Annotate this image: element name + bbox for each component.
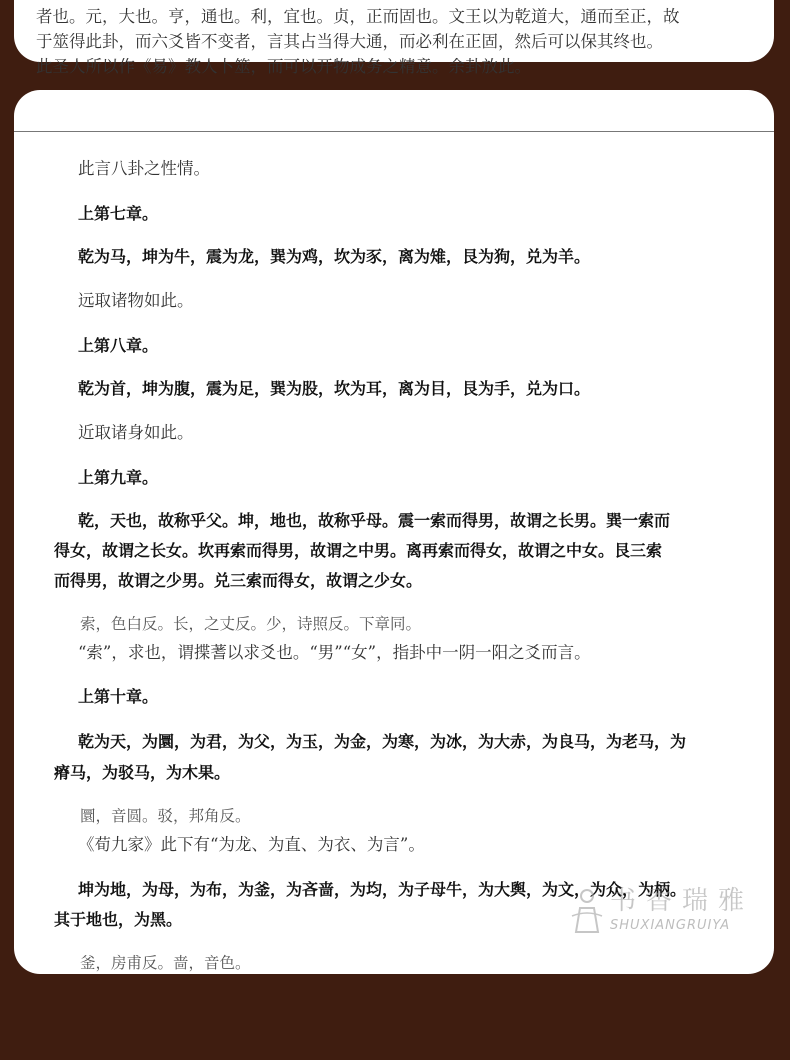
- commentary-text: 《荀九家》此下有“为龙、为直、为衣、为言”。: [78, 835, 425, 854]
- classic-text: 得女，故谓之长女。坎再索而得男，故谓之中男。离再索而得女，故谓之中女。艮三索: [54, 541, 663, 560]
- commentary-text: “索”，求也，谓揲蓍以求爻也。“男”“女”，指卦中一阴一阳之爻而言。: [78, 643, 591, 662]
- classic-text: 而得男，故谓之少男。兑三索而得女，故谓之少女。: [54, 571, 423, 590]
- chapter-heading: 上第七章。: [78, 204, 159, 223]
- page-card: [14, 90, 774, 974]
- watermark-english: SHUXIANGRUIYA: [610, 918, 731, 933]
- watermark: [540, 880, 760, 950]
- header-divider: [14, 131, 774, 132]
- classic-text: 瘠马，为驳马，为木果。: [54, 763, 231, 782]
- classic-text: 乾，天也，故称乎父。坤，地也，故称乎母。震一索而得男，故谓之长男。巽一索而: [78, 511, 671, 530]
- watermark-chinese: 书香瑞雅: [610, 886, 755, 916]
- commentary-text: 此言八卦之性情。: [78, 159, 210, 178]
- chapter-heading: 上第八章。: [78, 336, 159, 355]
- classic-text: 坤为地，为母，为布，为釜，为吝啬，为均，为子母牛，为大舆，为文，为众，为柄。: [78, 880, 687, 899]
- classic-text: 乾为首，坤为腹，震为足，巽为股，坎为耳，离为目，艮为手，兑为口。: [78, 379, 591, 398]
- commentary-text: 近取诸身如此。: [78, 423, 194, 442]
- text-line: 者也。元，大也。亨，通也。利，宜也。贞，正而固也。文王以为乾道大，通而至正，故: [36, 7, 680, 26]
- classic-text: 乾为马，坤为牛，震为龙，巽为鸡，坎为豕，离为雉，艮为狗，兑为羊。: [78, 247, 591, 266]
- scholar-logo-icon: [570, 886, 604, 934]
- text-line: 此圣人所以作《易》教人卜筮，而可以开物成务之精意。余卦放此。: [36, 57, 531, 76]
- chapter-heading: 上第九章。: [78, 468, 159, 487]
- text-line: 于筮得此卦，而六爻皆不变者，言其占当得大通，而必利在正固，然后可以保其终也。: [36, 32, 663, 51]
- classic-text: 其于地也，为黑。: [54, 910, 183, 929]
- previous-page-card: [14, 0, 774, 76]
- annotation-text: 釜，房甫反。啬，音色。: [80, 954, 251, 972]
- chapter-heading: 上第十章。: [78, 687, 159, 706]
- classic-text: 乾为天，为圜，为君，为父，为玉，为金，为寒，为冰，为大赤，为良马，为老马，为: [78, 732, 687, 751]
- annotation-text: 索，色白反。长，之丈反。少，诗照反。下章同。: [80, 615, 422, 633]
- annotation-text: 圜，音圆。驳，邦角反。: [80, 807, 251, 825]
- commentary-text: 远取诸物如此。: [78, 291, 194, 310]
